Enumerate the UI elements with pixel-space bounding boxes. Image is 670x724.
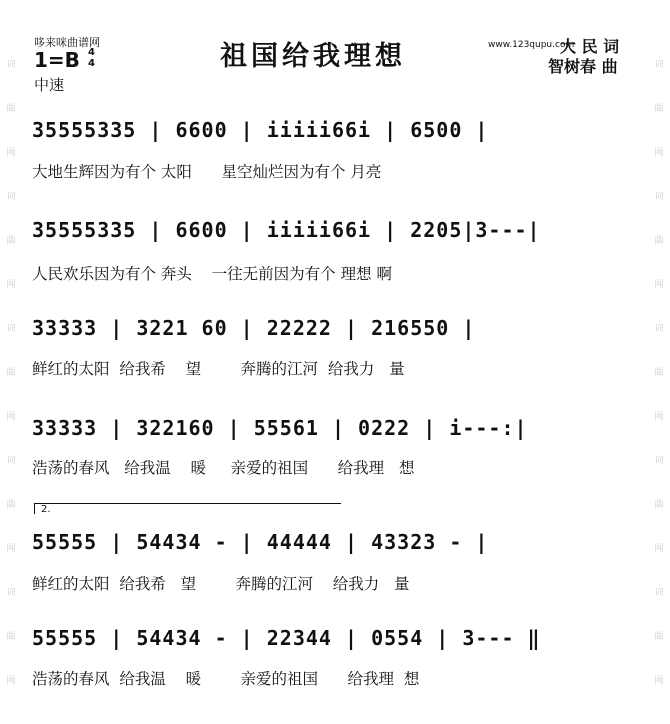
watermark-glyph: 词	[654, 324, 664, 334]
tempo-marking: 中速	[34, 76, 65, 94]
key-signature: 1=B	[34, 48, 80, 72]
score-line-3-lyrics: 鲜红的太阳 给我希 望 奔腾的江河 给我力 量	[32, 360, 405, 378]
watermark-right	[648, 0, 670, 724]
watermark-glyph: 网	[6, 148, 16, 158]
score-line-4-lyrics: 浩荡的春风 给我温 暖 亲爱的祖国 给我理 想	[32, 459, 415, 477]
watermark-glyph: 词	[6, 324, 16, 334]
watermark-glyph: 曲	[6, 632, 16, 642]
watermark-glyph: 词	[654, 192, 664, 202]
watermark-glyph: 词	[6, 456, 16, 466]
score-line-3-notes: 33333 | 3221 60 | 22222 | 216550 |	[32, 316, 476, 340]
watermark-glyph: 网	[6, 280, 16, 290]
watermark-glyph: 网	[654, 676, 664, 686]
watermark-glyph: 词	[654, 456, 664, 466]
watermark-glyph: 词	[6, 588, 16, 598]
lyricist-credit: 大 民 词	[560, 37, 620, 56]
watermark-glyph: 词	[6, 60, 16, 70]
watermark-glyph: 曲	[654, 236, 664, 246]
song-title: 祖国给我理想	[220, 41, 406, 72]
score-line-4-notes: 33333 | 322160 | 55561 | 0222 | i---:|	[32, 416, 528, 440]
time-signature: 4 4	[88, 47, 95, 69]
composer-credit: 智树春 曲	[548, 57, 618, 76]
watermark-glyph: 曲	[6, 104, 16, 114]
score-line-5-notes: 55555 | 54434 - | 44444 | 43323 - |	[32, 530, 489, 554]
watermark-glyph: 网	[6, 676, 16, 686]
watermark-glyph: 网	[654, 148, 664, 158]
score-line-1-notes: 35555335 | 6600 | iiiii66i | 6500 |	[32, 118, 489, 142]
watermark-glyph: 网	[654, 412, 664, 422]
watermark-glyph: 词	[654, 60, 664, 70]
watermark-glyph: 词	[6, 192, 16, 202]
source-url: www.123qupu.com	[488, 40, 575, 50]
score-line-2-lyrics: 人民欢乐因为有个 奔头 一往无前因为有个 理想 啊	[32, 265, 392, 283]
score-line-6-lyrics: 浩荡的春风 给我温 暖 亲爱的祖国 给我理 想	[32, 670, 420, 688]
score-line-6-notes: 55555 | 54434 - | 22344 | 0554 | 3--- ‖	[32, 626, 541, 650]
volta-bracket: 2.	[34, 503, 341, 514]
watermark-glyph: 网	[654, 544, 664, 554]
score-line-2-notes: 35555335 | 6600 | iiiii66i | 2205|3---|	[32, 218, 541, 242]
watermark-glyph: 曲	[654, 104, 664, 114]
watermark-glyph: 网	[6, 544, 16, 554]
score-line-5-lyrics: 鲜红的太阳 给我希 望 奔腾的江河 给我力 量	[32, 575, 410, 593]
watermark-left	[0, 0, 22, 724]
site-name: 哆来咪曲谱网	[34, 36, 100, 49]
watermark-glyph: 词	[654, 588, 664, 598]
watermark-glyph: 曲	[654, 368, 664, 378]
watermark-glyph: 曲	[6, 500, 16, 510]
watermark-glyph: 网	[654, 280, 664, 290]
watermark-glyph: 曲	[6, 236, 16, 246]
watermark-glyph: 曲	[654, 632, 664, 642]
score-line-1-lyrics: 大地生辉因为有个 太阳 星空灿烂因为有个 月亮	[32, 163, 382, 181]
watermark-glyph: 网	[6, 412, 16, 422]
watermark-glyph: 曲	[6, 368, 16, 378]
watermark-glyph: 曲	[654, 500, 664, 510]
